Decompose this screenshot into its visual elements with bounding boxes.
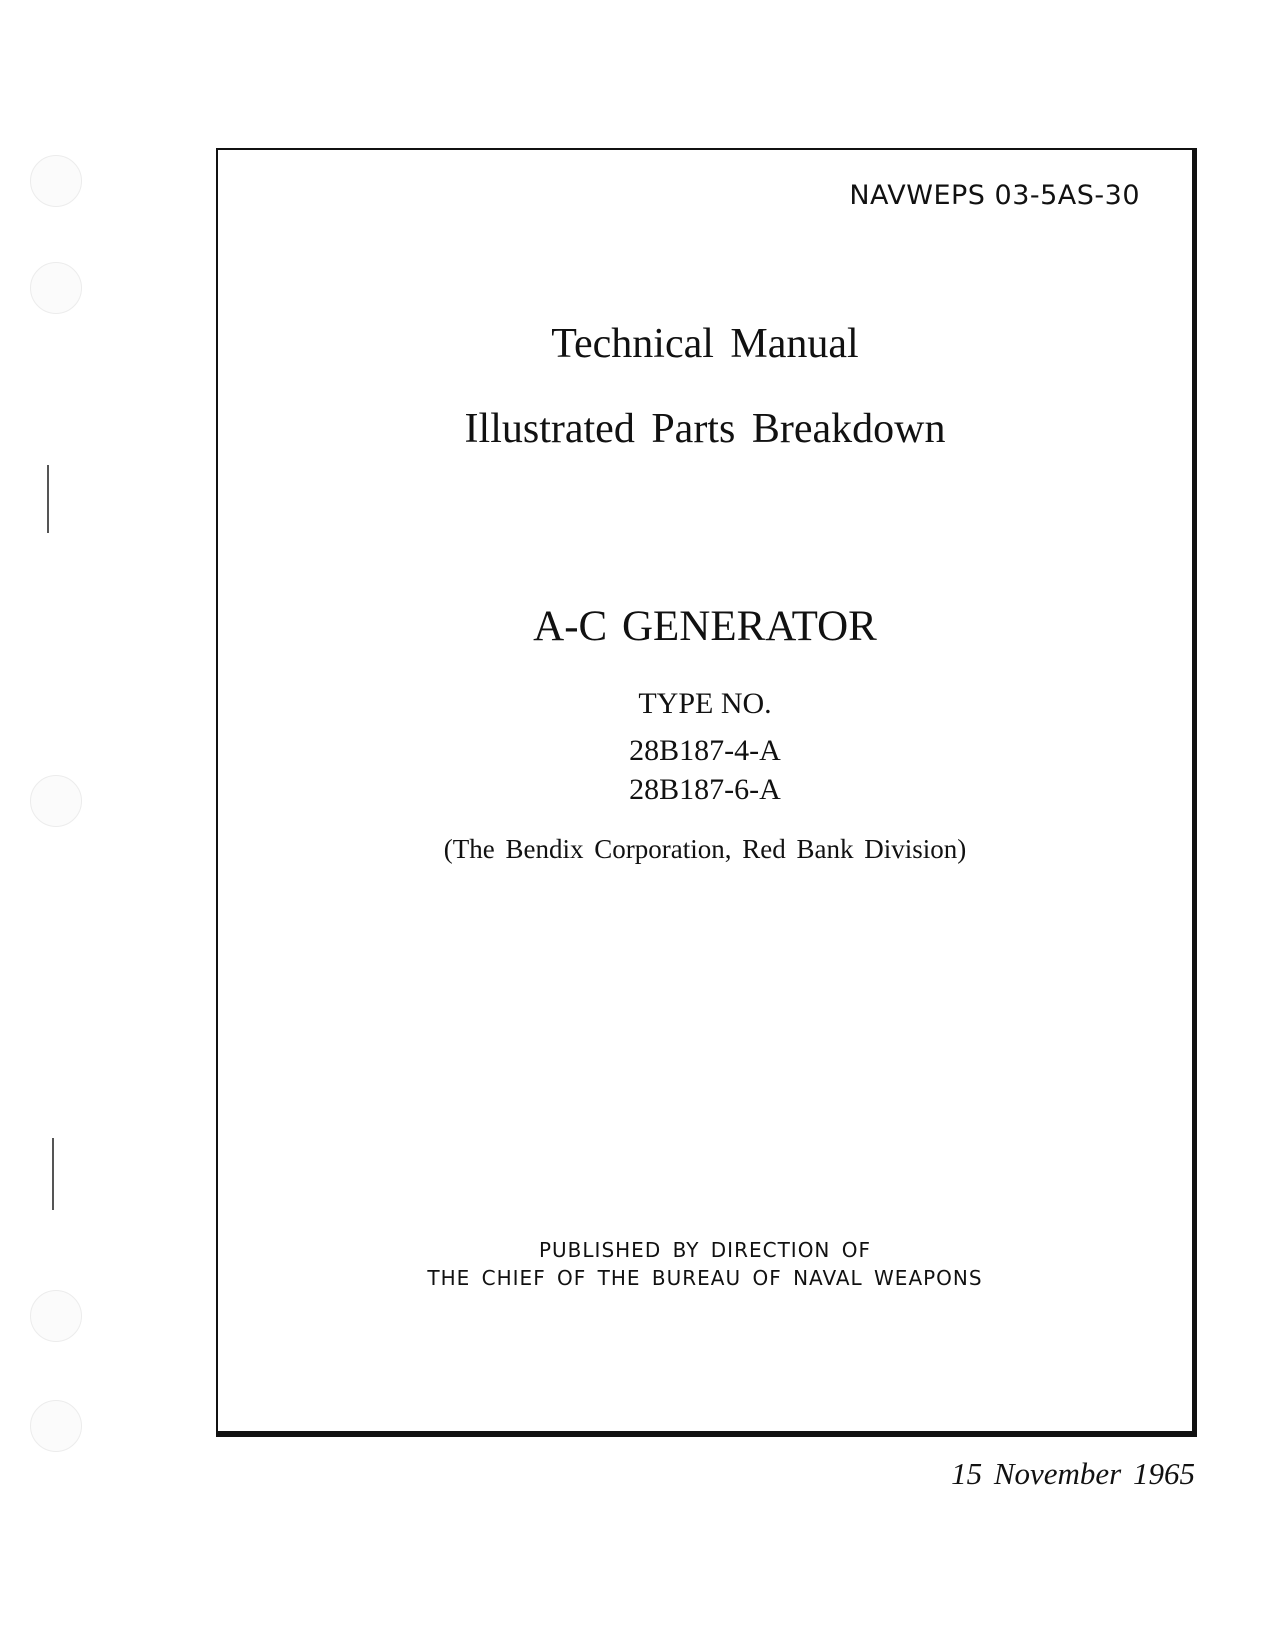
issue-date: 15 November 1965 [951, 1456, 1195, 1491]
publisher-line: THE CHIEF OF THE BUREAU OF NAVAL WEAPONS [427, 1266, 983, 1290]
margin-mark-lower [52, 1138, 54, 1210]
manual-subtitle: Illustrated Parts Breakdown [464, 406, 946, 452]
manual-title: Technical Manual [551, 321, 859, 367]
type-number: 28B187-6-A [629, 773, 781, 806]
type-number: 28B187-4-A [629, 734, 781, 767]
document-number: NAVWEPS 03-5AS-30 [849, 180, 1140, 211]
binder-hole-top [30, 155, 82, 207]
manufacturer: (The Bendix Corporation, Red Bank Division) [443, 834, 967, 864]
type-label: TYPE NO. [638, 687, 772, 720]
margin-mark-upper [47, 465, 49, 533]
binder-hole-lower [30, 1290, 82, 1342]
binder-hole-upper [30, 262, 82, 314]
cover-frame [216, 148, 1197, 1437]
binder-hole-middle [30, 775, 82, 827]
binder-hole-bottom [30, 1400, 82, 1452]
product-name: A-C GENERATOR [533, 603, 877, 650]
publisher-line: PUBLISHED BY DIRECTION OF [538, 1238, 871, 1262]
